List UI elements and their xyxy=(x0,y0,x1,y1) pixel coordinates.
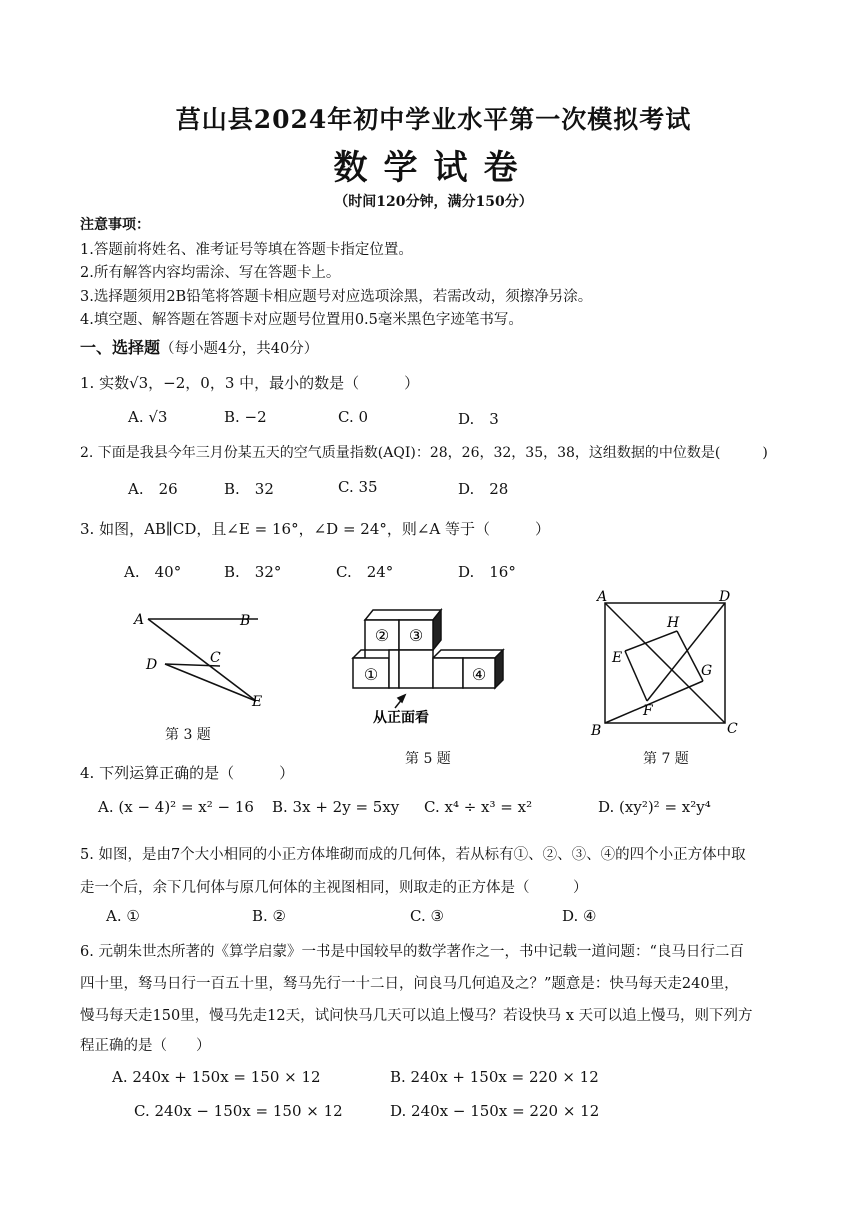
q6-option-c: C. 240x − 150x = 150 × 12 xyxy=(134,1102,343,1120)
question-2-stem: 2. 下面是我县今年三月份某五天的空气质量指数(AQI)：28，26，32，35，38，这组数据的中位数是( ) xyxy=(80,445,768,461)
figure-5-caption: 第 5 题 xyxy=(405,751,451,767)
question-3-stem: 3. 如图，AB∥CD，且∠E = 16°，∠D = 24°，则∠A 等于（ ） xyxy=(80,520,551,538)
figure-7 xyxy=(585,585,745,740)
fig3-label: C xyxy=(210,650,221,666)
notes-heading: 注意事项： xyxy=(80,217,150,233)
q3-option-c: C. 24° xyxy=(336,563,394,581)
fig7-label: C xyxy=(727,721,738,737)
fig3-line-ae xyxy=(148,619,256,701)
fig7-label: G xyxy=(701,663,713,679)
section-detail: （每小题4分，共40分） xyxy=(160,341,319,357)
q6-option-a: A. 240x + 150x = 150 × 12 xyxy=(112,1068,321,1086)
q3-option-d: D. 16° xyxy=(458,563,516,581)
fig3-label: A xyxy=(134,612,145,628)
cube-label: ③ xyxy=(408,626,424,645)
fig7-label: B xyxy=(591,723,602,739)
q6-option-b: B. 240x + 150x = 220 × 12 xyxy=(390,1068,599,1086)
fig3-line-de xyxy=(165,664,256,701)
subject-title: 数学试卷 xyxy=(333,148,534,188)
figure-5 xyxy=(345,600,515,730)
q2-option-c: C. 35 xyxy=(338,478,378,496)
question-4-stem: 4. 下列运算正确的是（ ） xyxy=(80,764,295,782)
question-6-line: 6. 元朝朱世杰所著的《算学启蒙》一书是中国较早的数学著作之一，书中记载一道问题：“良马日行二百 xyxy=(80,944,744,960)
note-item: 2.所有解答内容均需涂、写在答题卡上。 xyxy=(80,265,341,281)
view-direction-label: 从正面看 xyxy=(373,710,429,726)
q5-option-b: B. ② xyxy=(252,907,287,925)
q1-option-a: A. √3 xyxy=(128,408,168,426)
q1-option-b: B. −2 xyxy=(224,408,267,426)
q2-option-d: D. 28 xyxy=(458,480,509,498)
question-5-line: 走一个后，余下几何体与原几何体的主视图相同，则取走的正方体是（ ） xyxy=(80,880,588,896)
fig7-label: H xyxy=(667,615,680,631)
q5-option-a: A. ① xyxy=(106,907,140,925)
exam-title: 莒山县2024年初中学业水平第一次模拟考试 xyxy=(175,105,692,134)
question-1-stem: 1. 实数√3，−2，0，3 中，最小的数是（ ） xyxy=(80,374,420,392)
section-title xyxy=(80,335,318,358)
q4-option-a: A. (x − 4)² = x² − 16 xyxy=(98,798,254,816)
figure-3 xyxy=(120,600,280,720)
q2-option-b: B. 32 xyxy=(224,480,274,498)
q1-option-d: D. 3 xyxy=(458,410,499,428)
exam-time-note: （时间120分钟，满分150分） xyxy=(334,194,533,210)
fig3-label: E xyxy=(252,694,263,710)
note-item: 1.答题前将姓名、准考证号等填在答题卡指定位置。 xyxy=(80,242,413,258)
question-6-line: 程正确的是（ ） xyxy=(80,1038,211,1054)
fig3-label: B xyxy=(240,613,251,629)
cube-label: ① xyxy=(363,665,379,684)
q4-option-c: C. x⁴ ÷ x³ = x² xyxy=(424,798,533,816)
q5-option-d: D. ④ xyxy=(562,907,597,925)
cube-label: ② xyxy=(374,626,390,645)
q1-option-c: C. 0 xyxy=(338,408,369,426)
q6-option-d: D. 240x − 150x = 220 × 12 xyxy=(390,1102,600,1120)
q3-option-b: B. 32° xyxy=(224,563,282,581)
figure-3-caption: 第 3 题 xyxy=(165,727,211,743)
question-6-line: 慢马每天走150里，慢马先走12天，试问快马几天可以追上慢马？若设快马 x 天可以追上慢马，则下列方 xyxy=(80,1008,753,1024)
fig7-label: F xyxy=(643,703,653,719)
fig7-label: D xyxy=(719,589,731,605)
fig7-label: E xyxy=(612,650,623,666)
section-name: 一、选择题 xyxy=(80,338,161,357)
q4-option-b: B. 3x + 2y = 5xy xyxy=(272,798,400,816)
note-item: 3.选择题须用2B铅笔将答题卡相应题号对应选项涂黑，若需改动，须擦净另涂。 xyxy=(80,289,593,305)
figure-7-caption: 第 7 题 xyxy=(643,751,689,767)
question-5-line: 5. 如图，是由7个大小相同的小正方体堆砌而成的几何体，若从标有①、②、③、④的四个小正方体中取 xyxy=(80,847,746,863)
fig3-label: D xyxy=(146,657,158,673)
cube-label: ④ xyxy=(471,665,487,684)
q5-option-c: C. ③ xyxy=(410,907,444,925)
question-6-line: 四十里，驽马日行一百五十里，驽马先行一十二日，问良马几何追及之？”题意是：快马每天走240里， xyxy=(80,976,739,992)
q2-option-a: A. 26 xyxy=(128,480,178,498)
note-item: 4.填空题、解答题在答题卡对应题号位置用0.5毫米黑色字迹笔书写。 xyxy=(80,312,523,328)
q3-option-a: A. 40° xyxy=(124,563,182,581)
fig7-label: A xyxy=(597,589,608,605)
q4-option-d: D. (xy²)² = x²y⁴ xyxy=(598,798,711,816)
